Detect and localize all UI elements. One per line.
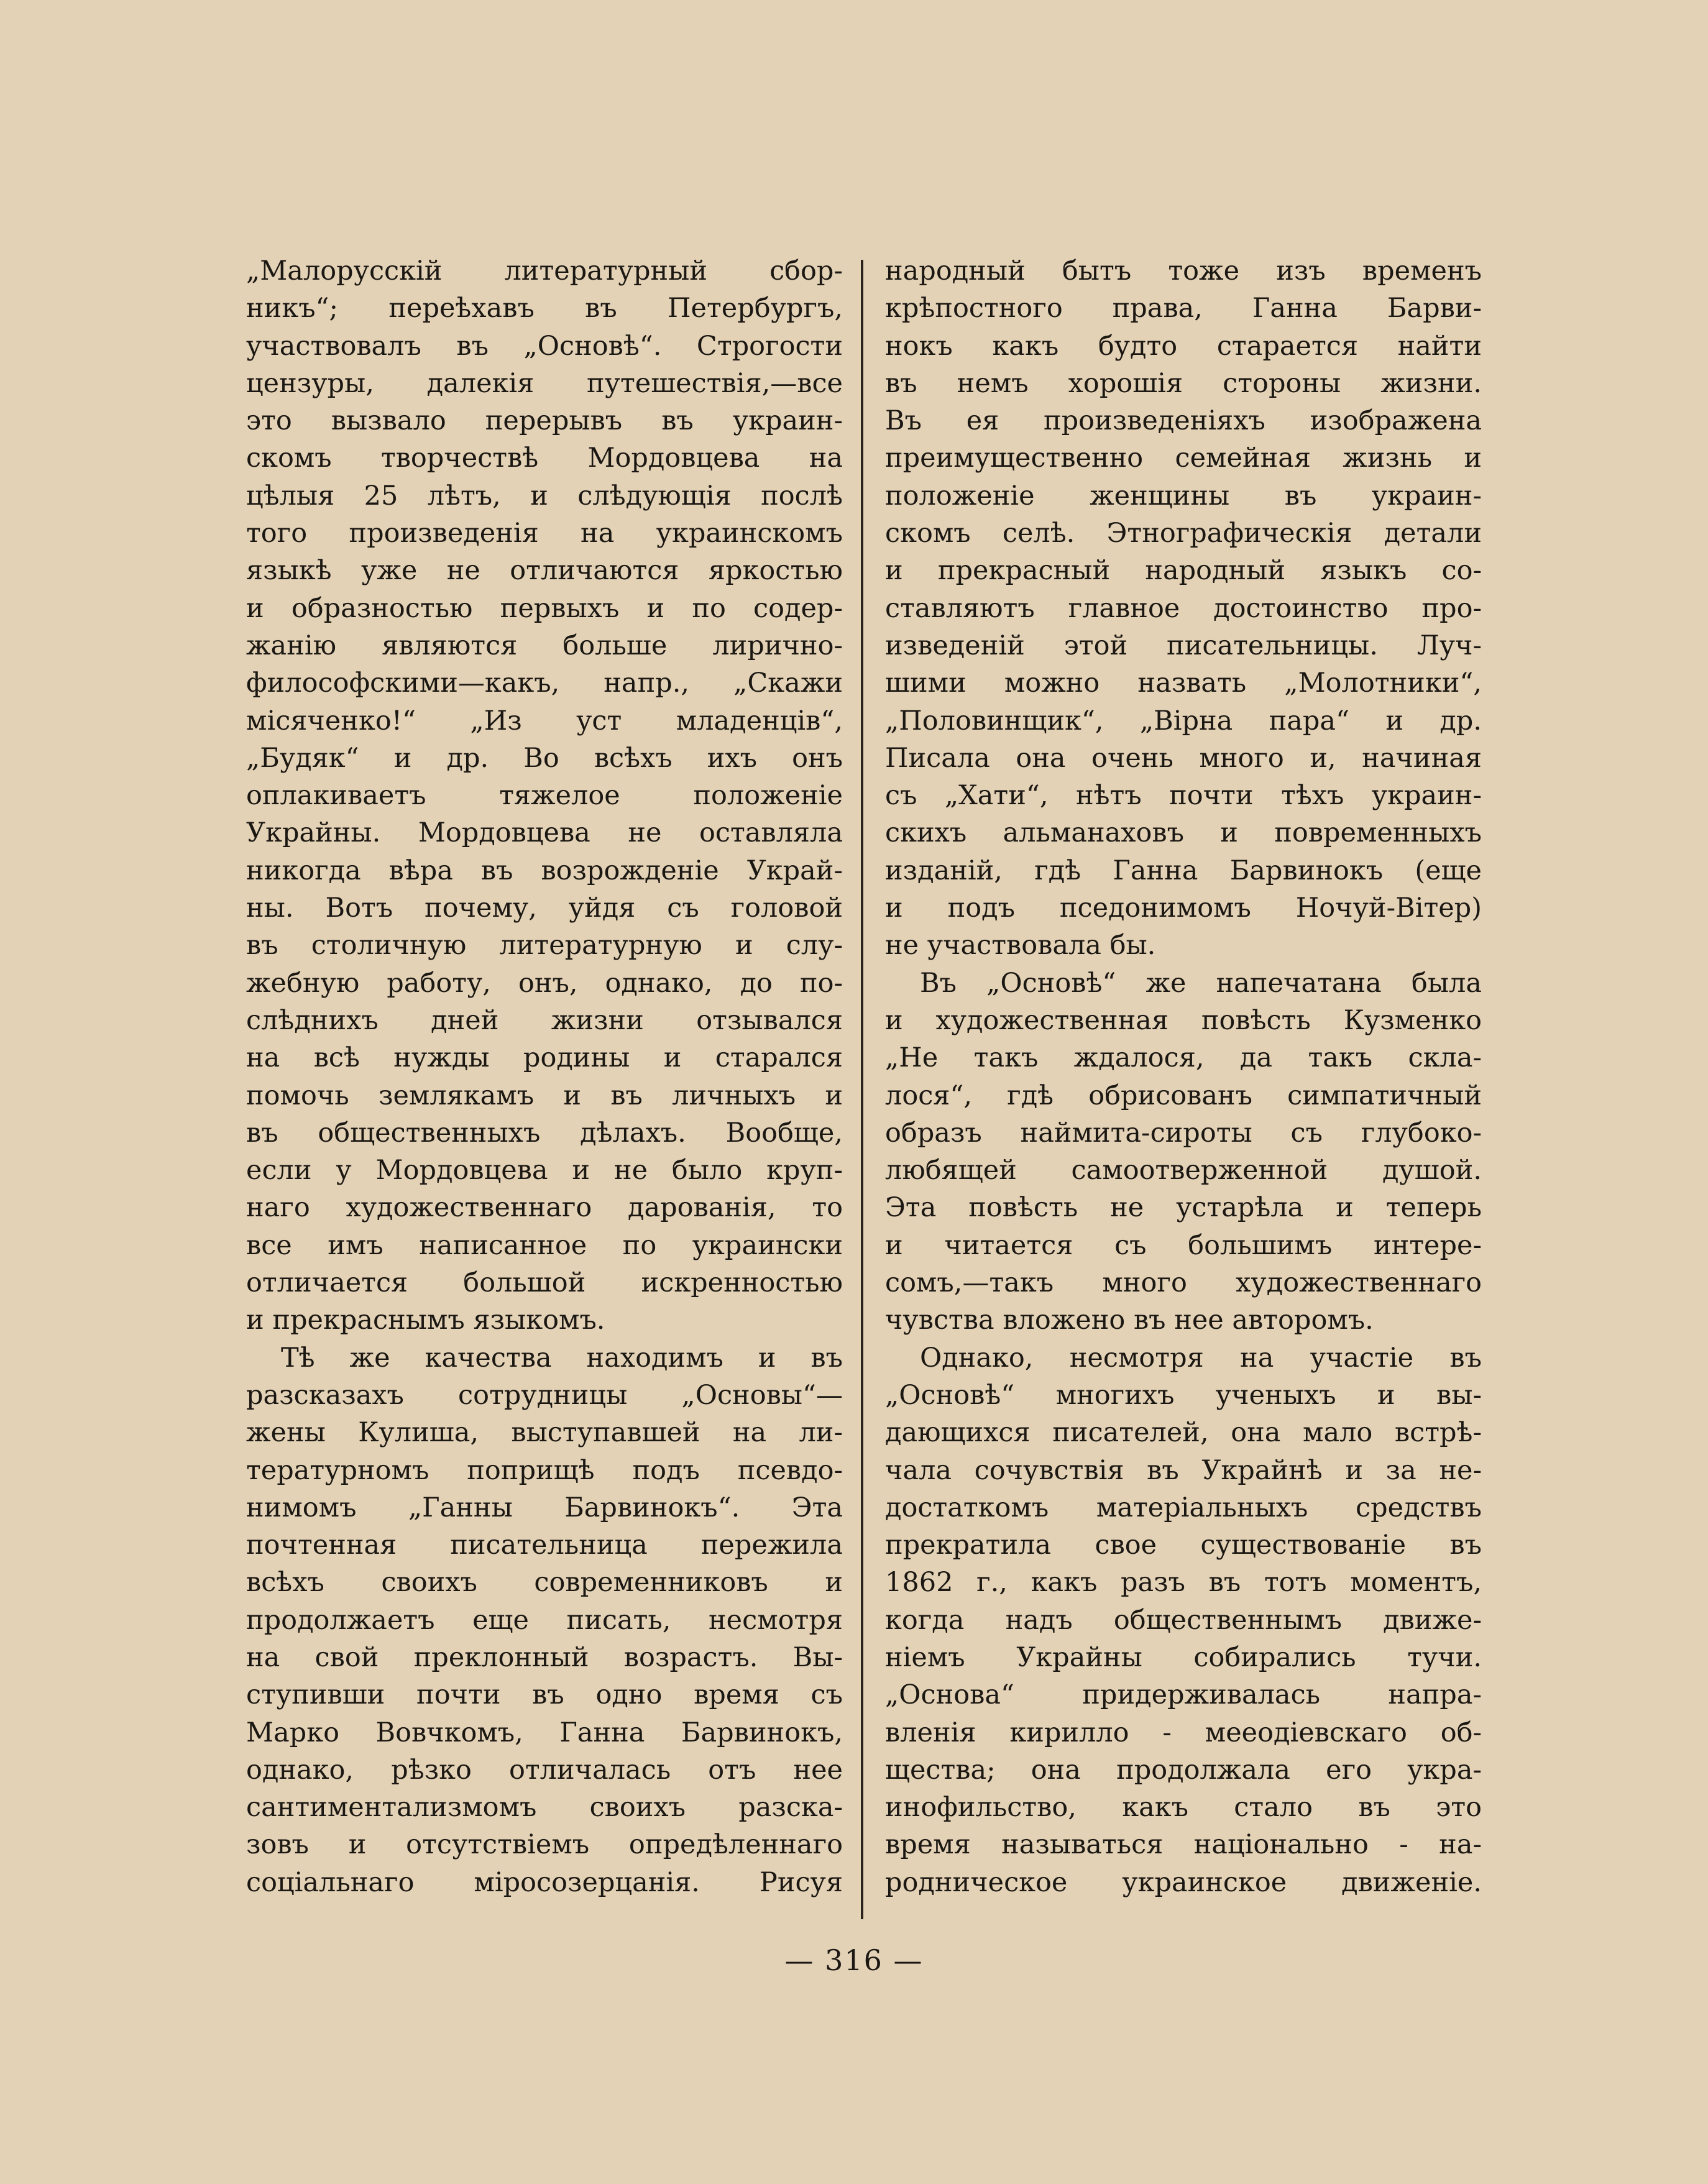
text-line: въ немъ хорошія стороны жизни. (885, 367, 1482, 399)
text-line: и прекраснымъ языкомъ. (246, 1305, 605, 1336)
text-line: Однако, несмотря на участіе въ (920, 1342, 1482, 1374)
text-line: сантиментализмомъ своихъ разска- (246, 1792, 843, 1824)
text-line: дающихся писателей, она мало встрѣ- (885, 1417, 1482, 1449)
text-line: время называться національно - на- (885, 1829, 1482, 1861)
text-line: никъ“; переѣхавъ въ Петербургъ, (246, 293, 843, 324)
text-line: и образностью первыхъ и по содер- (246, 592, 843, 624)
page-number: — 316 — (784, 1943, 924, 1977)
text-line: всѣхъ своихъ современниковъ и (246, 1567, 843, 1599)
text-line: ставляютъ главное достоинство про- (885, 592, 1482, 624)
text-line: нокъ какъ будто старается найти (885, 330, 1482, 362)
text-line: скихъ альманаховъ и повременныхъ (885, 817, 1482, 849)
text-line: щества; она продолжала его укра- (885, 1754, 1482, 1786)
text-line: сомъ,—такъ много художественнаго (885, 1267, 1482, 1299)
text-line: въ общественныхъ дѣлахъ. Вообще, (246, 1117, 843, 1149)
text-line: почтенная писательница пережила (246, 1530, 843, 1561)
text-line: все имъ написанное по украински (246, 1229, 843, 1261)
text-line: слѣднихъ дней жизни отзывался (246, 1004, 843, 1036)
text-line: Марко Вовчкомъ, Ганна Барвинокъ, (246, 1717, 843, 1748)
text-line: наго художественнаго дарованія, то (246, 1192, 843, 1224)
text-line: инофильство, какъ стало въ это (885, 1792, 1482, 1824)
text-line: 1862 г., какъ разъ въ тотъ моментъ, (885, 1567, 1482, 1599)
text-line: лося“, гдѣ обрисованъ симпатичный (885, 1080, 1482, 1111)
text-line: нимомъ „Ганны Барвинокъ“. Эта (246, 1492, 843, 1523)
text-line: цензуры, далекія путешествія,—все (246, 367, 843, 399)
text-line: въ столичную литературную и слу- (246, 930, 843, 961)
text-line: соціальнаго міросозерцанія. Рисуя (246, 1866, 843, 1898)
text-line: и подъ пседонимомъ Ночуй-Вітер) (885, 892, 1482, 924)
text-line: Писала она очень много и, начиная (885, 742, 1482, 774)
text-line: отличается большой искренностью (246, 1267, 843, 1299)
text-line: жебную работу, онъ, однако, до по- (246, 967, 843, 999)
text-line: если у Мордовцева и не было круп- (246, 1155, 843, 1186)
text-line: не участвовала бы. (885, 930, 1156, 961)
text-line: народный бытъ тоже изъ временъ (885, 255, 1482, 287)
text-line: вленія кирилло - мееодіевскаго об- (885, 1717, 1482, 1748)
text-line: положеніе женщины въ украин- (885, 480, 1482, 512)
text-line: на свой преклонный возрастъ. Вы- (246, 1641, 843, 1673)
text-line: языкѣ уже не отличаются яркостью (246, 555, 843, 587)
text-line: однако, рѣзко отличалась отъ нее (246, 1754, 843, 1786)
text-line: когда надъ общественнымъ движе- (885, 1604, 1482, 1636)
text-line: Въ ея произведеніяхъ изображена (885, 405, 1482, 437)
text-line: и художественная повѣсть Кузменко (885, 1004, 1482, 1036)
text-line: скомъ творчествѣ Мордовцева на (246, 443, 843, 474)
text-line: ступивши почти въ одно время съ (246, 1679, 843, 1711)
text-line: помочь землякамъ и въ личныхъ и (246, 1080, 843, 1111)
text-line: того произведенія на украинскомъ (246, 518, 843, 549)
text-line: жанію являются больше лирично- (246, 630, 843, 661)
text-line: „Основа“ придерживалась напра- (885, 1679, 1482, 1711)
text-line: „Будяк“ и др. Во всѣхъ ихъ онъ (246, 742, 843, 774)
text-line: преимущественно семейная жизнь и (885, 443, 1482, 474)
text-line: ніемъ Украйны собирались тучи. (885, 1641, 1482, 1673)
text-line: оплакиваетъ тяжелое положеніе (246, 780, 843, 812)
text-line: съ „Хати“, нѣтъ почти тѣхъ украин- (885, 780, 1482, 812)
text-line: шими можно назвать „Молотники“, (885, 668, 1482, 699)
text-line: цѣлыя 25 лѣтъ, и слѣдующія послѣ (246, 480, 843, 512)
text-line: и читается съ большимъ интере- (885, 1229, 1482, 1261)
text-line: „Половинщик“, „Вірна пара“ и др. (885, 705, 1482, 736)
text-line: зовъ и отсутствіемъ опредѣленнаго (246, 1829, 843, 1861)
text-line: чала сочувствія въ Украйнѣ и за не- (885, 1454, 1482, 1486)
column-divider (861, 260, 863, 1919)
text-line: тературномъ поприщѣ подъ псевдо- (246, 1454, 843, 1486)
text-line: „Не такъ ждалося, да такъ скла- (885, 1042, 1482, 1074)
text-line: философскими—какъ, напр., „Скажи (246, 668, 843, 699)
text-line: Въ „Основѣ“ же напечатана была (920, 967, 1482, 999)
left-text-column (246, 252, 843, 1901)
text-line: разсказахъ сотрудницы „Основы“— (246, 1379, 843, 1411)
text-line: Эта повѣсть не устарѣла и теперь (885, 1192, 1482, 1224)
text-line: изданій, гдѣ Ганна Барвинокъ (еще (885, 855, 1482, 886)
text-line: ны. Вотъ почему, уйдя съ головой (246, 892, 843, 924)
text-line: Тѣ же качества находимъ и въ (281, 1342, 843, 1374)
text-line: достаткомъ матеріальныхъ средствъ (885, 1492, 1482, 1523)
text-line: „Основѣ“ многихъ ученыхъ и вы- (885, 1379, 1482, 1411)
text-line: чувства вложено въ нее авторомъ. (885, 1305, 1374, 1336)
text-line: участвовалъ въ „Основѣ“. Строгости (246, 330, 843, 362)
text-line: „Малорусскій литературный сбор- (246, 255, 843, 287)
text-line: скомъ селѣ. Этнографическія детали (885, 518, 1482, 549)
text-line: Украйны. Мордовцева не оставляла (246, 817, 843, 849)
text-line: місяченко!“ „Из уст младенців“, (246, 705, 843, 736)
text-line: это вызвало перерывъ въ украин- (246, 405, 843, 437)
right-text-column (885, 252, 1482, 1901)
text-line: и прекрасный народный языкъ со- (885, 555, 1482, 587)
text-line: на всѣ нужды родины и старался (246, 1042, 843, 1074)
text-line: никогда вѣра въ возрожденіе Украй- (246, 855, 843, 886)
text-line: изведеній этой писательницы. Луч- (885, 630, 1482, 661)
text-line: жены Кулиша, выступавшей на ли- (246, 1417, 843, 1449)
text-line: любящей самоотверженной душой. (885, 1155, 1482, 1186)
text-line: крѣпостного права, Ганна Барви- (885, 293, 1482, 324)
text-line: образъ наймита-сироты съ глубоко- (885, 1117, 1482, 1149)
text-line: родническое украинское движеніе. (885, 1866, 1482, 1898)
text-line: прекратила свое существованіе въ (885, 1530, 1482, 1561)
text-line: продолжаетъ еще писать, несмотря (246, 1604, 843, 1636)
